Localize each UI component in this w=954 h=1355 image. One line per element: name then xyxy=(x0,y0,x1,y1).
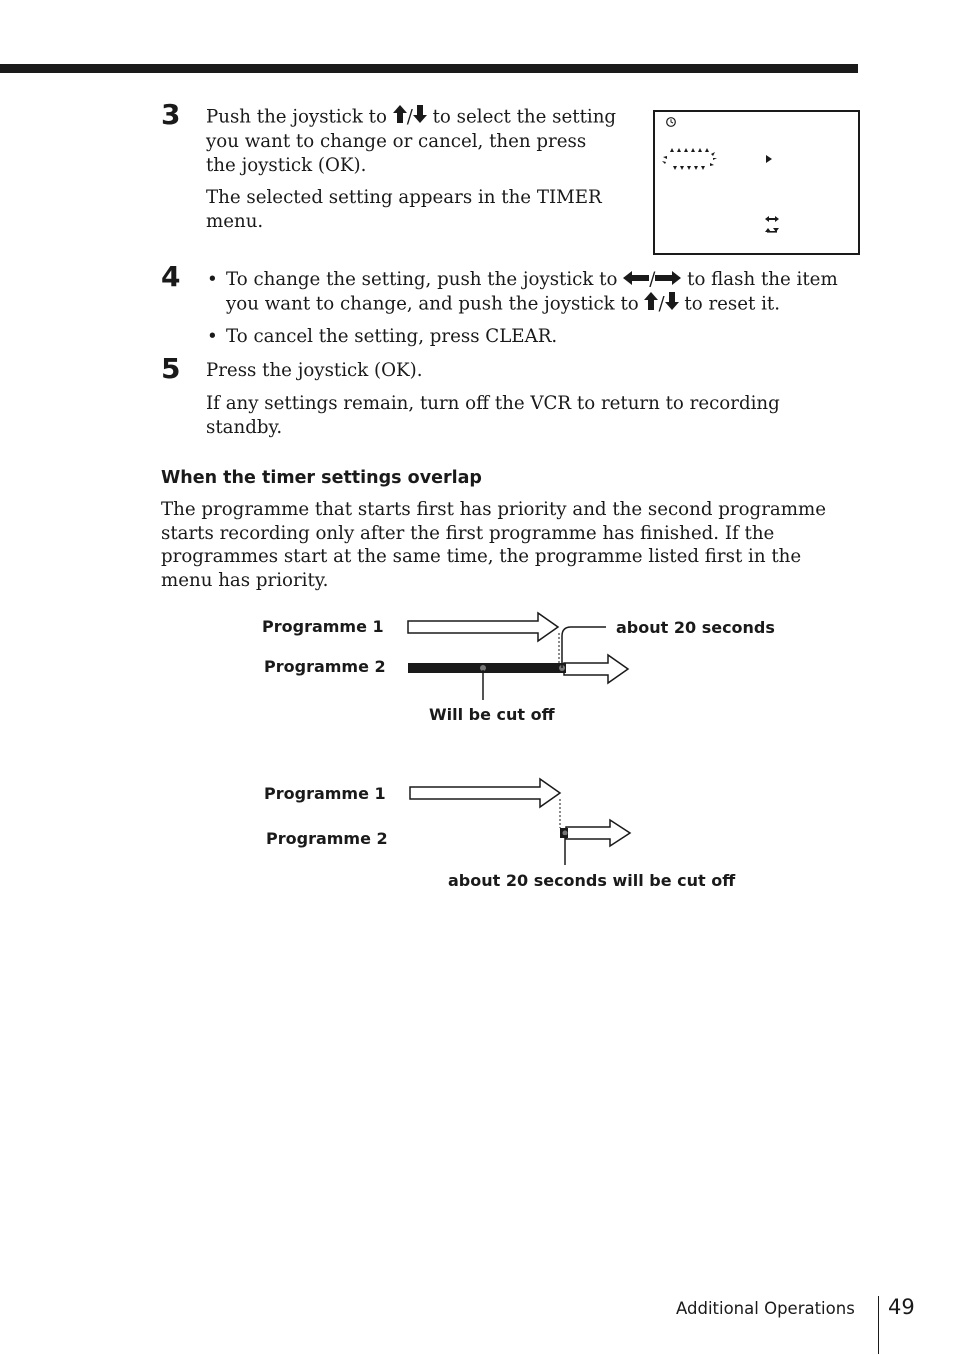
step-3-text-a: Push the joystick to xyxy=(206,106,393,128)
diagram-1-programme-2-label: Programme 2 xyxy=(264,657,386,676)
step-4-bullet-2-marker: • xyxy=(207,326,218,347)
page-number: 49 xyxy=(888,1295,915,1319)
diagram-1-callout-label: about 20 seconds xyxy=(616,618,775,637)
diagram-2-programme-2-label: Programme 2 xyxy=(266,829,388,848)
footer-section-title: Additional Operations xyxy=(676,1299,855,1318)
step-4-bullet-1-text-b: to flash the item you want to change, and push the joystick to xyxy=(226,269,838,315)
step-5-note: If any settings remain, turn off the VCR to return to recording standby. xyxy=(206,393,780,438)
step-3-separator: / xyxy=(406,106,413,128)
overlap-body: The programme that starts first has priority and the second programme starts recording only after the first programme has finished. If the programmes start at the same time, the programme listed first in the menu has priority. xyxy=(161,499,826,592)
diagram-2-cut-marker xyxy=(563,831,568,836)
diagram-1-callout-line xyxy=(562,627,606,668)
diagram-2-programme-1-arrow xyxy=(410,779,560,807)
diagram-1-programme-1-arrow xyxy=(408,613,558,641)
step-3-number: 3 xyxy=(161,98,181,131)
footer-divider xyxy=(878,1296,879,1354)
diagram-2-programme-2-arrow xyxy=(566,820,630,846)
step-5-number: 5 xyxy=(161,352,181,385)
step-4-bullet-1-text-a: To change the setting, push the joystick to xyxy=(226,269,624,290)
step-4-bullet-1-marker: • xyxy=(207,269,218,290)
diagram-1-programme-2-cut-bar xyxy=(408,663,566,673)
step-4-bullet-2: To cancel the setting, press CLEAR. xyxy=(226,326,558,347)
step-4-number: 4 xyxy=(161,260,181,293)
diagram-2-programme-1-label: Programme 1 xyxy=(264,784,386,803)
step-3-note: The selected setting appears in the TIMER menu. xyxy=(206,187,602,232)
overlap-heading: When the timer settings overlap xyxy=(161,468,482,488)
diagram-1-programme-1-label: Programme 1 xyxy=(262,617,384,636)
step-4-bullet-1-text-c: to reset it. xyxy=(678,293,780,315)
step-3-text-b: to select the setting you want to change or cancel, then press the joystick (OK). xyxy=(206,106,617,176)
diagram-1-cut-label: Will be cut off xyxy=(429,705,555,724)
step-4-bullet-1-separator: / xyxy=(649,269,656,290)
step-5-instruction: Press the joystick (OK). xyxy=(206,360,423,381)
diagram-1-programme-2-arrow xyxy=(564,655,628,683)
diagram-2-cut-label: about 20 seconds will be cut off xyxy=(448,871,736,890)
step-4-bullet-1-separator-2: / xyxy=(658,293,665,315)
